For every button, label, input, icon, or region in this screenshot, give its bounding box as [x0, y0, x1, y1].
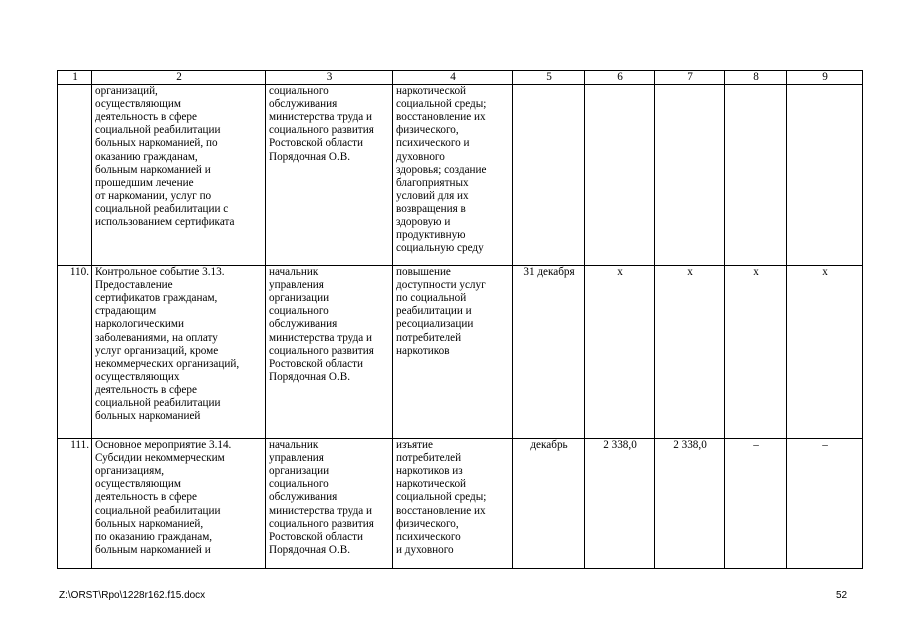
responsible-executor: начальник управления организации социального обслуживания министерства труда и социального развития Ростовской области Порядочная О.В.: [266, 266, 393, 439]
file-path-footer: Z:\ORST\Rpo\1228r162.f15.docx: [59, 590, 206, 601]
header-cell: 8: [725, 71, 787, 85]
header-cell: 9: [787, 71, 863, 85]
value-col-7: х: [655, 266, 725, 439]
value-col-6: [585, 85, 655, 266]
header-cell: 3: [266, 71, 393, 85]
table-row: [58, 85, 863, 266]
expected-result: повышение доступности услуг по социальной реабилитации и ресоциализации потребителей наркотиков: [393, 266, 513, 439]
header-cell: 1: [58, 71, 92, 85]
value-col-6: 2 338,0: [585, 439, 655, 569]
value-col-8: х: [725, 266, 787, 439]
expected-result: наркотической социальной среды; восстановление их физического, психического и духовного здоровья; создание благоприятных условий для их возвращения в здоровую и продуктивную социальную среду: [393, 85, 513, 266]
value-col-9: х: [787, 266, 863, 439]
row-number: 111.: [58, 439, 92, 569]
row-number: [58, 85, 92, 266]
event-description: организаций, осуществляющим деятельность в сфере социальной реабилитации больных наркоманией, по оказанию гражданам, больным наркоманией и прошедшим лечение от наркомании, услуг по социальной реабилитации с использованием сертификата: [92, 85, 266, 266]
table-row: [58, 439, 863, 569]
responsible-executor: социального обслуживания министерства труда и социального развития Ростовской области Порядочная О.В.: [266, 85, 393, 266]
responsible-executor: начальник управления организации социального обслуживания министерства труда и социального развития Ростовской области Порядочная О.В.: [266, 439, 393, 569]
value-col-9: –: [787, 439, 863, 569]
row-number: 110.: [58, 266, 92, 439]
deadline: декабрь: [513, 439, 585, 569]
plan-table: [57, 70, 863, 569]
value-col-7: 2 338,0: [655, 439, 725, 569]
event-description: Контрольное событие 3.13. Предоставление сертификатов гражданам, страдающим наркологическими заболеваниями, на оплату услуг организаций, кроме некоммерческих организаций, осуществляющих деятельность в сфере социальной реабилитации больных наркоманией: [92, 266, 266, 439]
expected-result: изъятие потребителей наркотиков из наркотической социальной среды; восстановление их физического, психического и духовного: [393, 439, 513, 569]
value-col-8: [725, 85, 787, 266]
value-col-6: х: [585, 266, 655, 439]
header-row: [58, 71, 863, 85]
header-cell: 4: [393, 71, 513, 85]
value-col-7: [655, 85, 725, 266]
event-description: Основное мероприятие 3.14. Субсидии некоммерческим организациям, осуществляющим деятельность в сфере социальной реабилитации больных наркоманией, по оказанию гражданам, больным наркоманией и: [92, 439, 266, 569]
header-cell: 2: [92, 71, 266, 85]
deadline: [513, 85, 585, 266]
header-cell: 7: [655, 71, 725, 85]
deadline: 31 декабря: [513, 266, 585, 439]
value-col-8: –: [725, 439, 787, 569]
header-cell: 5: [513, 71, 585, 85]
value-col-9: [787, 85, 863, 266]
page-number: 52: [836, 590, 848, 601]
table-row: [58, 266, 863, 439]
header-cell: 6: [585, 71, 655, 85]
